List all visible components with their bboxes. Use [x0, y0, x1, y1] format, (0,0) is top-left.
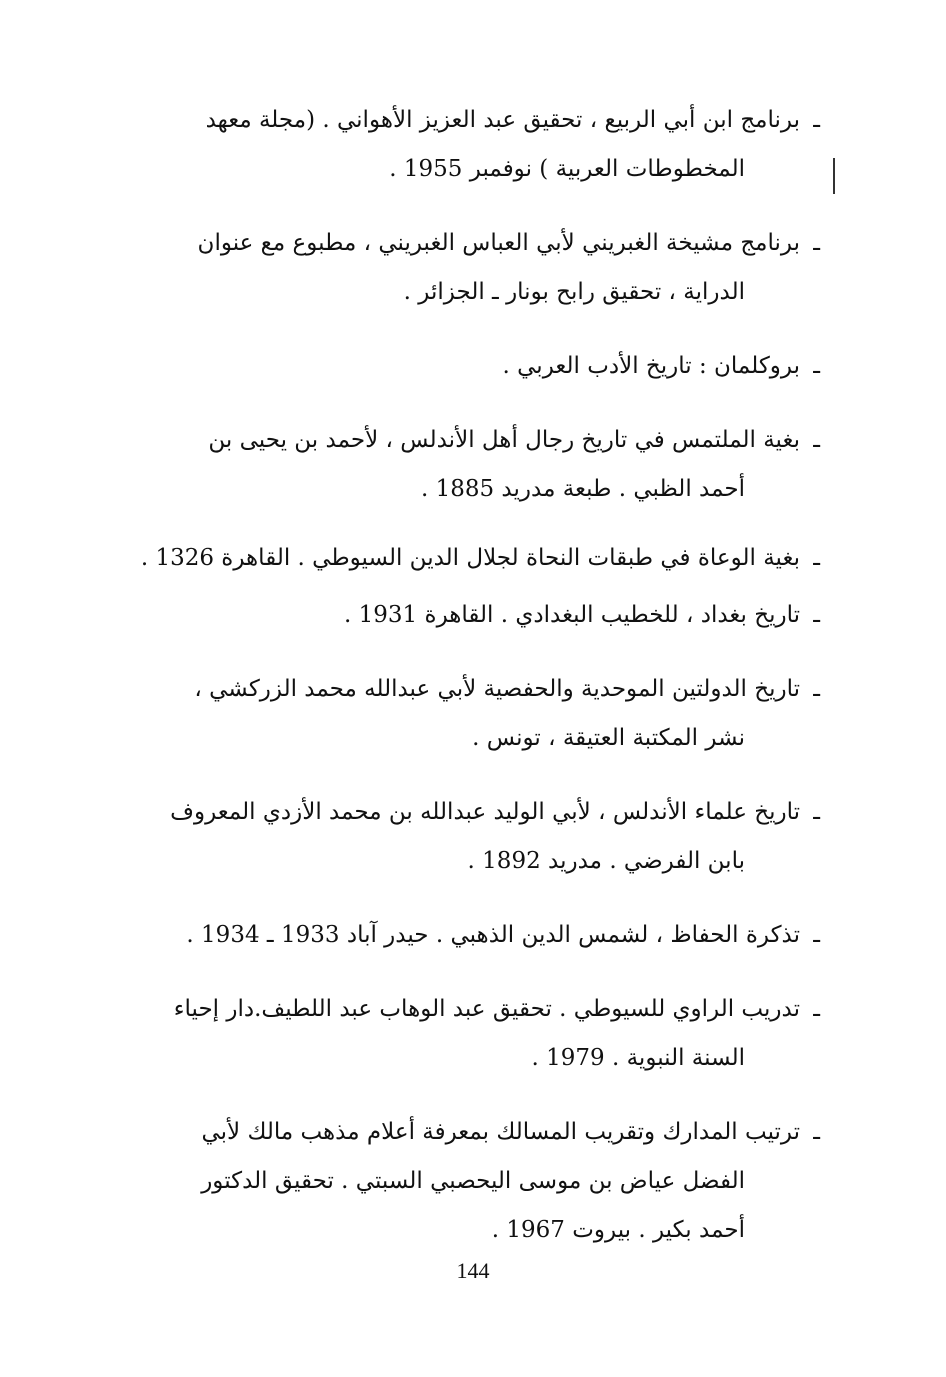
bibliography-entry — [100, 1108, 820, 1255]
entry-line: تدريب الراوي للسيوطي . تحقيق عبد الوهاب عبد اللطيف.دار إحياء — [173, 996, 800, 1022]
entry-line: بروكلمان : تاريخ الأدب العربي . — [502, 353, 800, 379]
bibliography-entry — [100, 219, 820, 317]
entry-line: بغية الوعاة في طبقات النحاة لجلال الدين السيوطي . القاهرة 1326 . — [140, 545, 800, 571]
bibliography-entry — [100, 342, 820, 391]
entry-line: بغية الملتمس في تاريخ رجال أهل الأندلس ، لأحمد بن يحيى بن — [208, 427, 800, 453]
entry-dash: ـ — [813, 1119, 820, 1145]
entry-dash: ـ — [813, 353, 820, 379]
entry-line: السنة النبوية . 1979 . — [531, 1045, 745, 1071]
page-number: 144 — [456, 1258, 490, 1283]
entry-dash: ـ — [813, 996, 820, 1022]
entry-line: أحمد بكير . بيروت 1967 . — [491, 1217, 745, 1243]
bibliography-entry — [100, 985, 820, 1083]
margin-mark — [833, 158, 835, 194]
entry-dash: ـ — [813, 427, 820, 453]
entry-line: الفضل عياض بن موسى اليحصبي السبتي . تحقيق الدكتور — [201, 1168, 745, 1194]
bibliography-entry — [100, 416, 820, 514]
entry-dash: ـ — [813, 676, 820, 702]
entry-line: تاريخ الدولتين الموحدية والحفصية لأبي عبدالله محمد الزركشي ، — [194, 676, 800, 702]
entry-line: نشر المكتبة العتيقة ، تونس . — [472, 725, 745, 751]
entry-line: أحمد الظبي . طبعة مدريد 1885 . — [420, 476, 745, 502]
entry-line: برنامج ابن أبي الربيع ، تحقيق عبد العزيز الأهواني . (مجلة معهد — [205, 107, 800, 133]
entry-dash: ـ — [813, 107, 820, 133]
bibliography-entry — [100, 534, 820, 583]
entry-dash: ـ — [813, 922, 820, 948]
entry-dash: ـ — [813, 230, 820, 256]
bibliography-entry — [100, 96, 820, 194]
bibliography-list — [100, 96, 820, 1255]
entry-line: تاريخ بغداد ، للخطيب البغدادي . القاهرة 1931 . — [344, 602, 800, 628]
bibliography-entry — [100, 591, 820, 640]
entry-line: بابن الفرضي . مدريد 1892 . — [467, 848, 745, 874]
entry-dash: ـ — [813, 799, 820, 825]
entry-dash: ـ — [813, 545, 820, 571]
entry-line: برنامج مشيخة الغبريني لأبي العباس الغبريني ، مطبوع مع عنوان — [197, 230, 800, 256]
entry-line: الدراية ، تحقيق رابح بونار ـ الجزائر . — [403, 279, 745, 305]
entry-line: المخطوطات العربية ) نوفمبر 1955 . — [389, 156, 745, 182]
bibliography-entry — [100, 788, 820, 886]
entry-line: تاريخ علماء الأندلس ، لأبي الوليد عبدالله بن محمد الأزدي المعروف — [170, 799, 800, 825]
bibliography-entry — [100, 911, 820, 960]
entry-line: تذكرة الحفاظ ، لشمس الدين الذهبي . حيدر آباد 1933 ـ 1934 . — [186, 922, 800, 948]
entry-line: ترتيب المدارك وتقريب المسالك بمعرفة أعلام مذهب مالك لأبي — [201, 1119, 800, 1145]
entry-dash: ـ — [813, 602, 820, 628]
bibliography-entry — [100, 665, 820, 763]
